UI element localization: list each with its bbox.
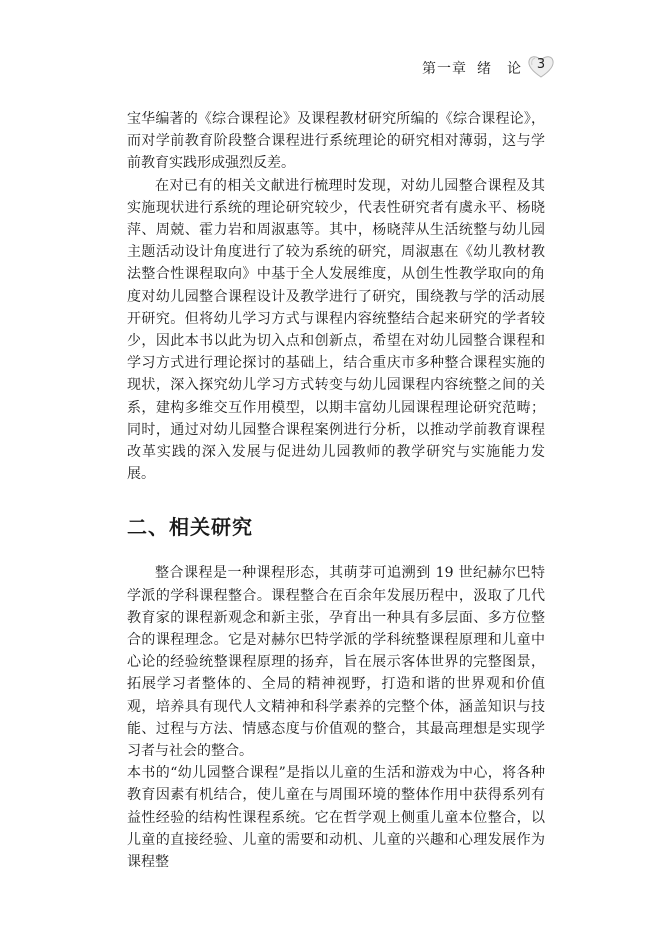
paragraph: 整合课程是一种课程形态，其萌芽可追溯到 19 世纪赫尔巴特学派的学科课程整合。课程整合在百余年发展历程中，汲取了几代教育家的课程新观念和新主张，孕育出一种具有多层面、多方位整合的课程理念。它是对赫尔巴特学派的学科统整课程原理和儿童中心论的经验统整课程原理的扬弃，旨在展示客体世界的完整图景，拓展学习者整体的、全局的精神视野，打造和谐的世界观和价值观，培养具有现代人文精神和科学素养的完整个体，涵盖知识与技能、过程与方法、情感态度与价值观的整合，其最高理想是实现学习者与社会的整合。: [127, 565, 545, 760]
chapter-label: 第一章: [422, 61, 467, 77]
chapter-title: 绪 论: [477, 61, 522, 77]
paragraph-continued: 宝华编著的《综合课程论》及课程教材研究所编的《综合课程论》，而对学前教育阶段整合课程进行系统理论的研究相对薄弱，这与学前教育实践形成强烈反差。: [127, 111, 545, 172]
section-heading: 二、相关研究: [127, 515, 253, 540]
running-header: [0, 52, 662, 82]
body-text: [127, 108, 545, 873]
page-number-badge: [526, 52, 556, 80]
page-number: 3: [536, 57, 546, 72]
paragraph: 在对已有的相关文献进行梳理时发现，对幼儿园整合课程及其实施现状进行系统的理论研究较少，代表性研究者有虞永平、杨晓萍、周兢、霍力岩和周淑惠等。其中，杨晓萍从生活统整与幼儿园主题活动设计角度进行了较为系统的研究，周淑惠在《幼儿教材教法整合性课程取向》中基于全人发展维度，从创生性教学取向的角度对幼儿园整合课程设计及教学进行了研究，围绕教与学的活动展开研究。但将幼儿学习方式与课程内容统整结合起来研究的学者较少，因此本书以此为切入点和创新点，希望在对幼儿园整合课程和学习方式进行理论探讨的基础上，结合重庆市多种整合课程实施的现状，深入探究幼儿学习方式转变与幼儿园课程内容统整之间的关系，建构多维交互作用模型，以期丰富幼儿园课程理论研究范畴；同时，通过对幼儿园整合课程案例进行分析，以推动学前教育课程改革实践的深入发展与促进幼儿园教师的教学研究与实施能力发展。: [127, 177, 545, 483]
header-text: [422, 58, 522, 78]
paragraph: 本书的“幼儿园整合课程”是指以儿童的生活和游戏为中心，将各种教育因素有机结合，使儿童在与周围环境的整体作用中获得系列有益性经验的结构性课程系统。它在哲学观上侧重儿童本位整合，以儿童的直接经验、儿童的需要和动机、儿童的兴趣和心理发展作为课程整: [127, 765, 545, 871]
